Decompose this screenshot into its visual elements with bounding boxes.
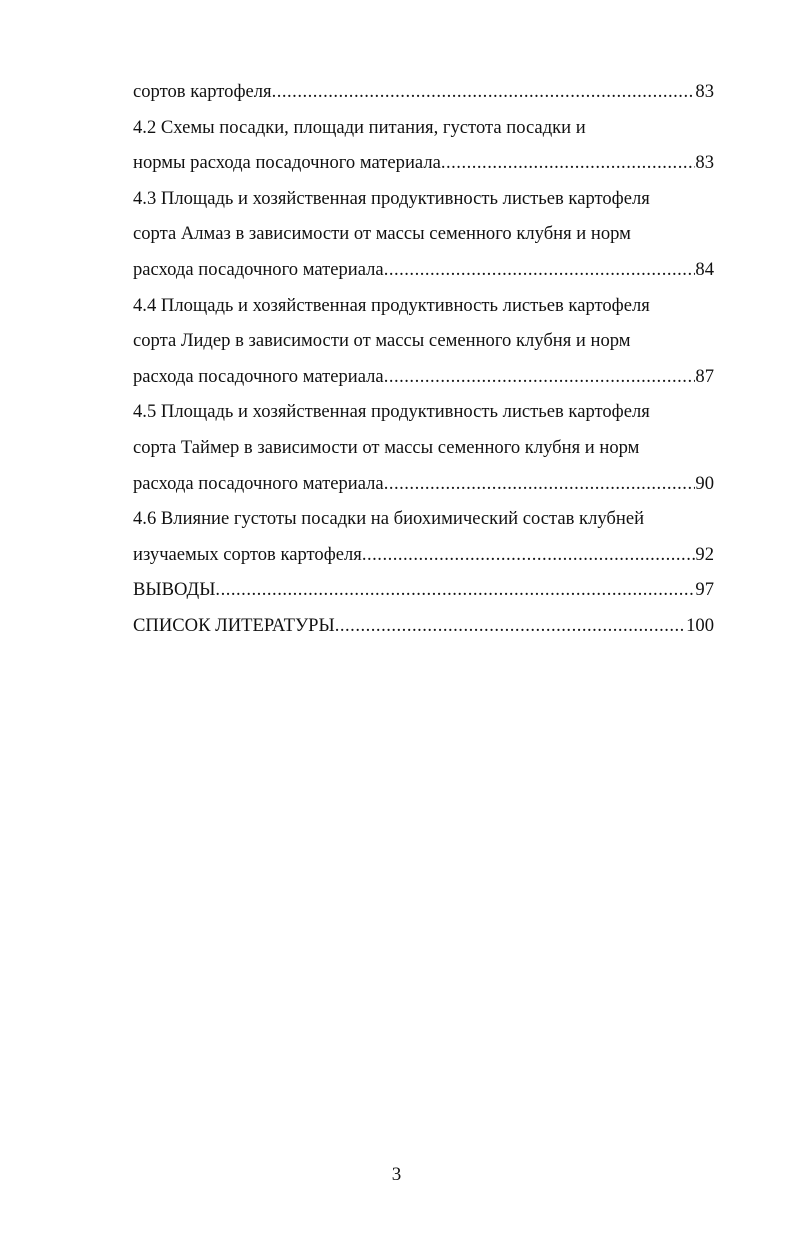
toc-entry-title-line: сорта Таймер в зависимости от массы семенного клубня и норм bbox=[133, 436, 640, 458]
toc-dot-leader bbox=[384, 359, 696, 395]
toc-entry-title-line: 4.4 Площадь и хозяйственная продуктивность листьев картофеля bbox=[133, 294, 650, 316]
toc-entry-title-line: 4.5 Площадь и хозяйственная продуктивность листьев картофеля bbox=[133, 401, 650, 423]
toc-page-number: 100 bbox=[686, 614, 714, 636]
toc-entry-potato-varieties bbox=[133, 74, 714, 110]
toc-entry-planting-schemes bbox=[133, 145, 714, 181]
toc-entry-conclusions bbox=[133, 572, 714, 608]
toc-entry-title-line: 4.6 Влияние густоты посадки на биохимический состав клубней bbox=[133, 508, 645, 530]
toc-dot-leader bbox=[384, 252, 696, 288]
toc-entry-title: нормы расхода посадочного материала bbox=[133, 152, 441, 174]
toc-entry-lider-variety bbox=[133, 359, 714, 395]
toc-page-number: 83 bbox=[695, 81, 714, 102]
toc-entry-title: расхода посадочного материала bbox=[133, 472, 384, 494]
toc-entry-title: ВЫВОДЫ bbox=[133, 579, 216, 601]
toc-entry-taimer-variety bbox=[133, 466, 714, 502]
toc-entry-title: расхода посадочного материала bbox=[133, 365, 384, 387]
toc-page-number: 90 bbox=[695, 472, 714, 494]
toc-page-number: 84 bbox=[695, 258, 714, 280]
toc-dot-leader bbox=[441, 145, 696, 181]
toc-dot-leader bbox=[335, 608, 686, 644]
toc-entry-title: изучаемых сортов картофеля bbox=[133, 543, 362, 565]
toc-entry-planting-density bbox=[133, 537, 714, 573]
toc-entry-references bbox=[133, 608, 714, 644]
toc-page-number: 87 bbox=[695, 365, 714, 387]
table-of-contents bbox=[133, 74, 714, 644]
toc-dot-leader bbox=[272, 74, 696, 110]
toc-entry-title-line: сорта Лидер в зависимости от массы семенного клубня и норм bbox=[133, 330, 631, 352]
toc-page-number: 83 bbox=[695, 152, 714, 174]
toc-dot-leader bbox=[384, 466, 696, 502]
toc-entry-title: сортов картофеля bbox=[133, 81, 272, 102]
toc-dot-leader bbox=[215, 572, 695, 608]
toc-entry-title: расхода посадочного материала bbox=[133, 258, 384, 280]
toc-entry-almaz-variety bbox=[133, 252, 714, 288]
toc-entry-title-line: сорта Алмаз в зависимости от массы семенного клубня и норм bbox=[133, 223, 631, 245]
toc-page-number: 92 bbox=[695, 543, 714, 565]
toc-dot-leader bbox=[362, 537, 696, 573]
toc-page-number: 97 bbox=[695, 579, 714, 601]
toc-entry-title-line: 4.2 Схемы посадки, площади питания, густота посадки и bbox=[133, 116, 586, 138]
toc-entry-title: СПИСОК ЛИТЕРАТУРЫ bbox=[133, 614, 335, 636]
page-number: 3 bbox=[391, 1164, 402, 1185]
toc-entry-title-line: 4.3 Площадь и хозяйственная продуктивность листьев картофеля bbox=[133, 187, 650, 209]
